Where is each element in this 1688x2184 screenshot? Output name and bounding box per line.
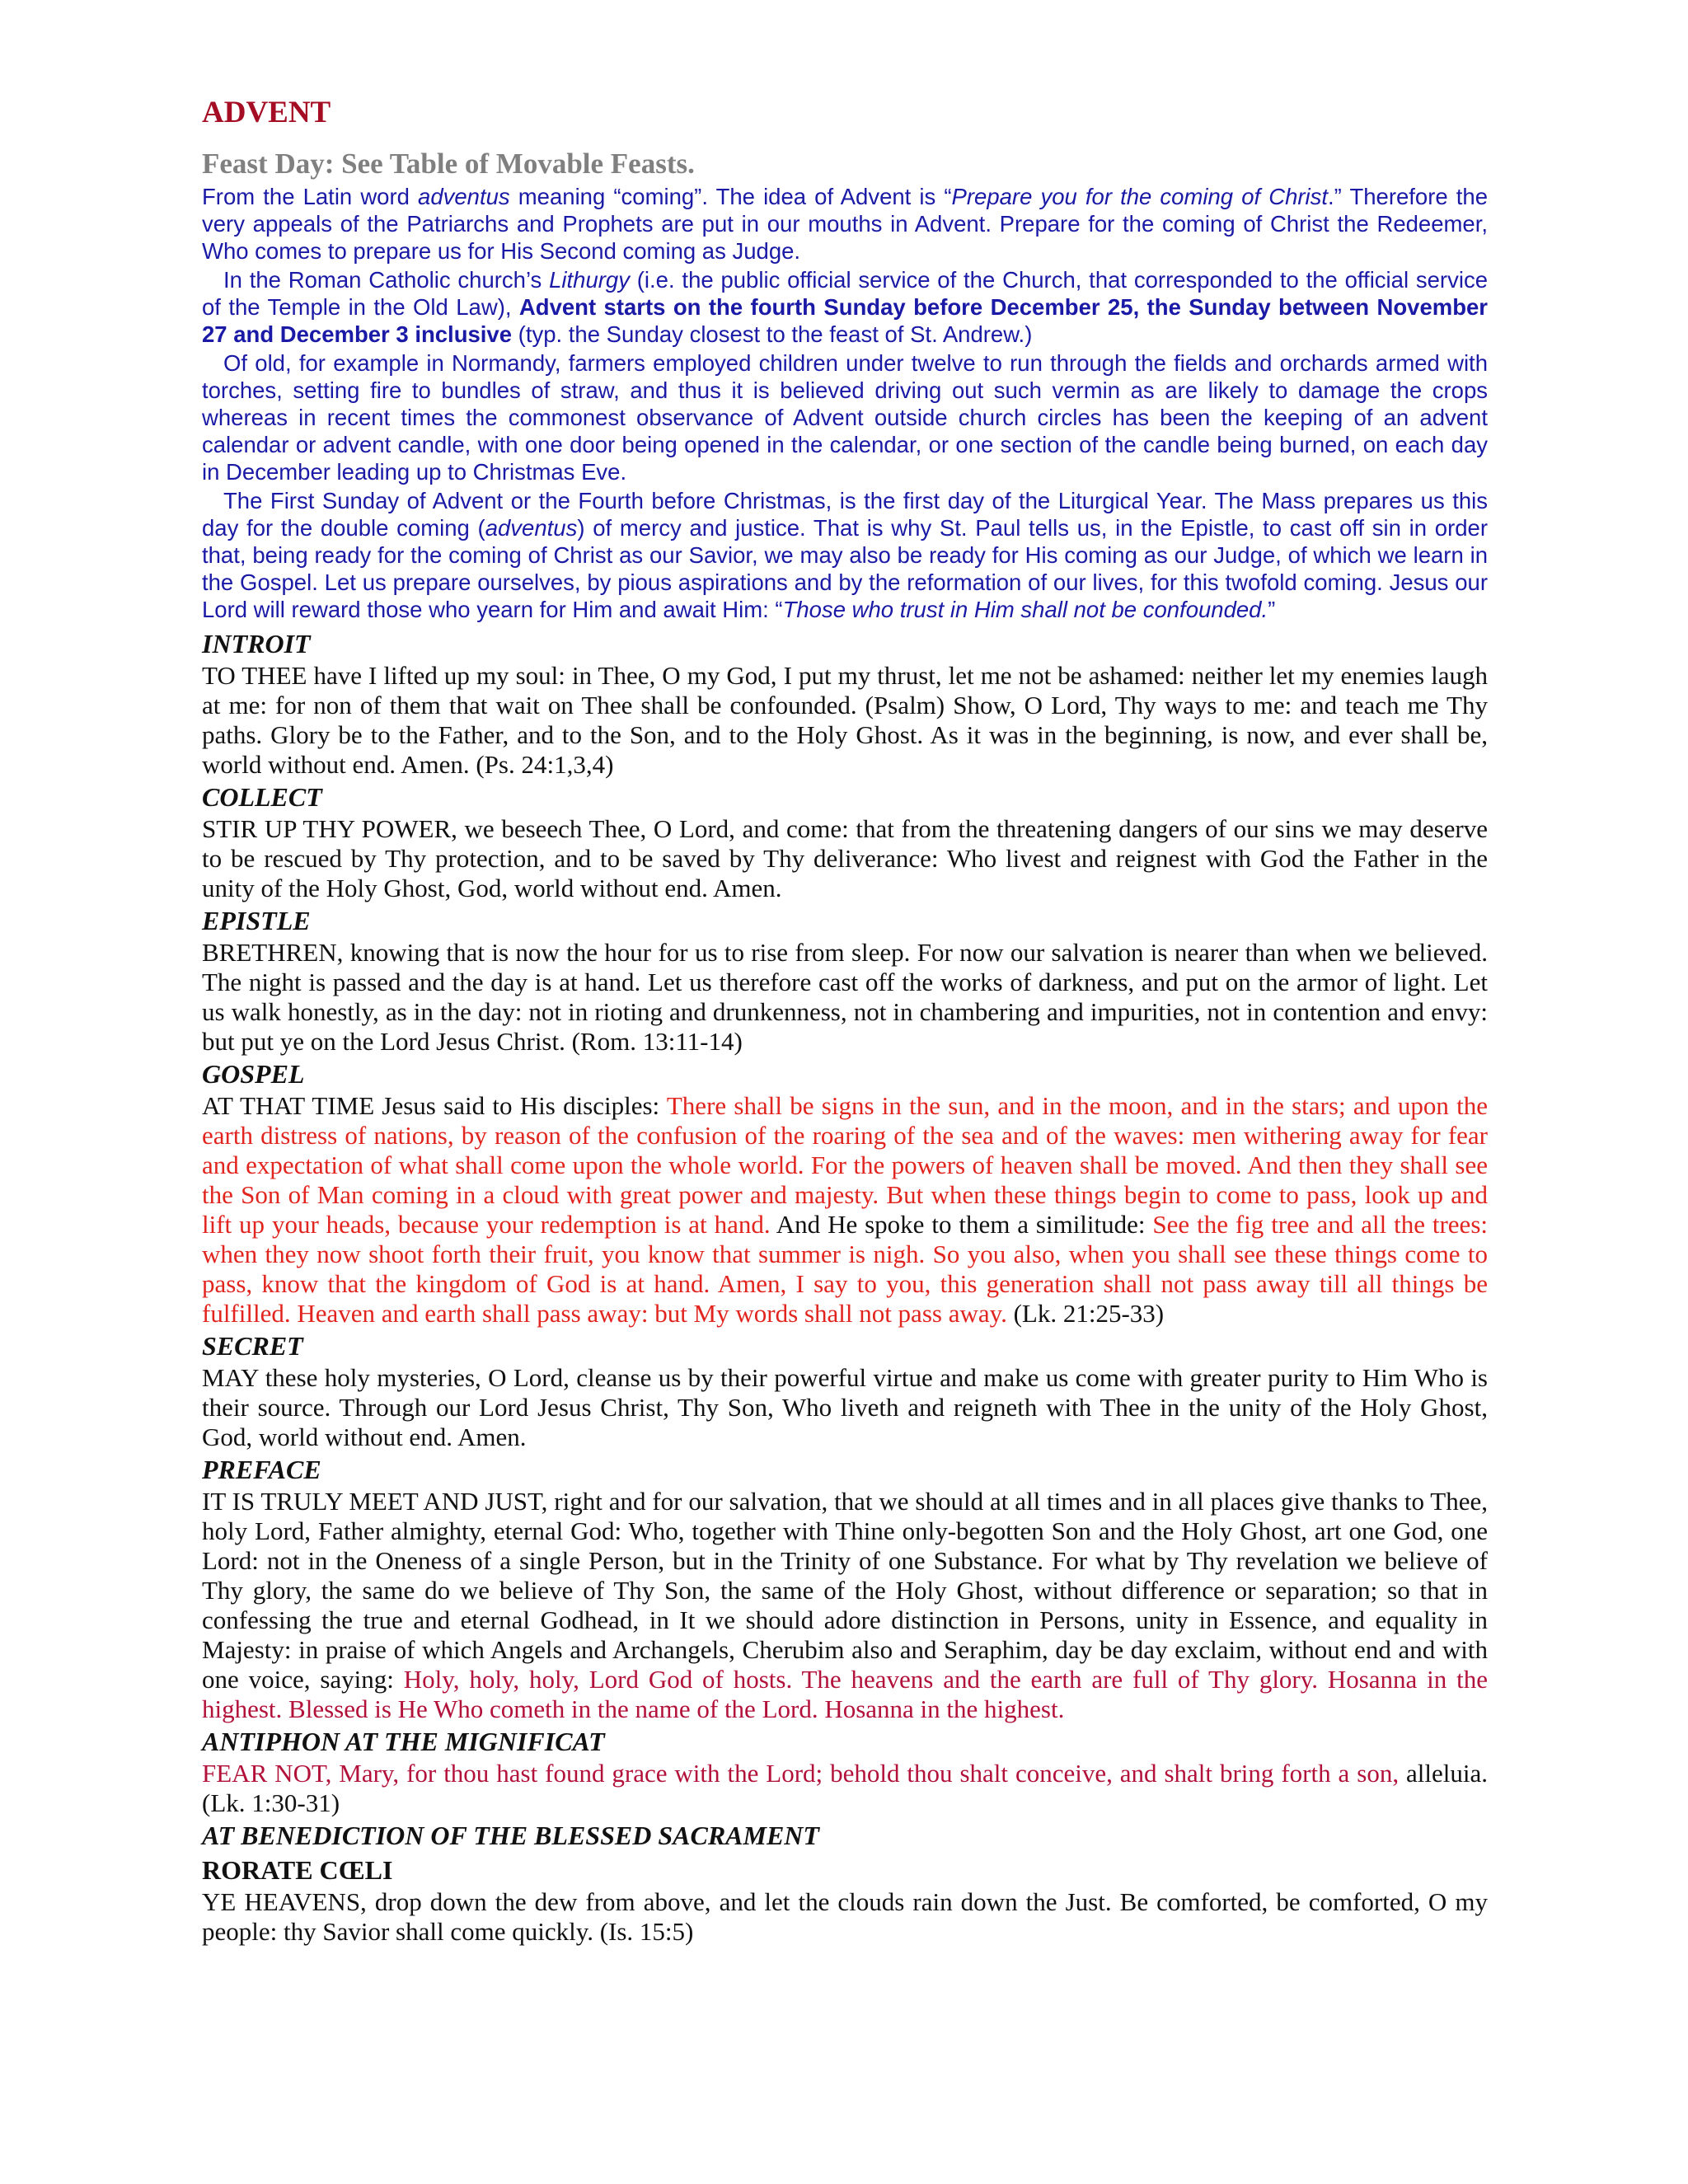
gospel-words-of-christ: There shall be signs in the sun, and in the moon, and in the stars; and upon the earth distress of nations, by reason of the confusion of the roaring of the sea and of the waves: men withering away for fear and expectation of what shall come upon the whole world. For the powers of heaven shall be moved. And then they shall see the Son of Man coming in a cloud with great power and majesty. But when these things begin to come to pass, look up and lift up your heads, because your redemption is at hand. [202, 1091, 1488, 1239]
intro-text: In the Roman Catholic church’s [223, 267, 550, 293]
intro-text: ” [1268, 597, 1276, 622]
secret-heading: SECRET [202, 1331, 303, 1361]
intro-text: From the Latin word [202, 184, 419, 209]
intro-emphasis: Those who trust in Him shall not be confounded. [782, 597, 1268, 622]
intro-paragraph-3: Of old, for example in Normandy, farmers employed children under twelve to run through the fields and orchards armed with torches, setting fire to bundles of straw, and thus it is believed driving out such vermin as are likely to damage the crops whereas in recent times the commonest observance of Advent outside church circles has been the keeping of an advent calendar or advent candle, with one door being opened in the calendar, or one section of the candle being burned, on each day in December leading up to Christmas Eve. [202, 350, 1488, 485]
preface-body: IT IS TRULY MEET AND JUST, right and for our salvation, that we should at all times and in all places give thanks to Thee, holy Lord, Father almighty, eternal God: Who, together with Thine only-begotten Son and the Holy Ghost, art one God, one Lord: not in the Oneness of a single Person, but in the Trinity of one Substance. For what by Thy revelation we believe of Thy glory, the same do we believe of Thy Son, the same of the Holy Ghost, without difference or separation; so that in confessing the true and eternal Godhead, in It we should adore distinction in Persons, unity in Essence, and equality in Majesty: in praise of which Angels and Archangels, Cherubim also and Seraphim, day be day exclaim, without end and with one voice, saying: [202, 1487, 1488, 1694]
intro-emphasis: adventus [418, 184, 510, 209]
preface-text [202, 1487, 1488, 1724]
collect-text: STIR UP THY POWER, we beseech Thee, O Lord, and come: that from the threatening dangers of our sins we may deserve to be rescued by Thy protection, and to be saved by Thy deliverance: Who livest and reignest with God the Father in the unity of the Holy Ghost, God, world without end. Amen. [202, 814, 1488, 902]
intro-bold: Advent starts on the fourth Sunday before December 25, the Sunday between November 27 and December 3 inclusive [202, 294, 1488, 347]
benediction-heading: AT BENEDICTION OF THE BLESSED SACRAMENT [202, 1821, 819, 1850]
intro-text: ) of mercy and justice. That is why St. Paul tells us, in the Epistle, to cast off sin in order that, being ready for the coming of Christ as our Savior, we may also be ready for His coming as our Judge, of which we learn in the Gospel. Let us prepare ourselves, by pious aspirations and by the reformation of our lives, for this twofold coming. Jesus our Lord will reward those who yearn for Him and await Him: “ [202, 515, 1488, 622]
introit-text: TO THEE have I lifted up my soul: in Thee, O my God, I put my thrust, let me not be ashamed: neither let my enemies laugh at me: for non of them that wait on Thee shall be confounded. (Psalm) Show, O Lord, Thy ways to me: and teach me Thy paths. Glory be to the Father, and to the Son, and to the Holy Ghost. As it was in the beginning, is now, and ever shall be, world without end. Amen. (Ps. 24:1,3,4) [202, 661, 1488, 779]
antiphon-heading: ANTIPHON AT THE MIGNIFICAT [202, 1727, 605, 1756]
rorate-coeli-heading: RORATE CŒLI [202, 1855, 393, 1885]
gospel-narration: AT THAT TIME Jesus said to His disciples: [202, 1091, 667, 1120]
feast-day-subtitle: Feast Day: See Table of Movable Feasts. [202, 148, 695, 180]
gospel-narration: And He spoke to them a similitude: [770, 1210, 1153, 1239]
intro-emphasis: Lithurgy [549, 267, 630, 293]
antiphon-text [202, 1759, 1488, 1818]
antiphon-citation: alleluia. (Lk. 1:30-31) [202, 1759, 1488, 1817]
intro-text: (typ. the Sunday closest to the feast of St. Andrew.) [512, 321, 1033, 347]
page-title: ADVENT [202, 96, 331, 129]
intro-text: meaning “coming”. The idea of Advent is “ [509, 184, 952, 209]
intro-text: The First Sunday of Advent or the Fourth before Christmas, is the first day of the Liturgical Year. The Mass prepares us this day for the double coming ( [202, 488, 1488, 541]
secret-text: MAY these holy mysteries, O Lord, cleanse us by their powerful virtue and make us come with greater purity to Him Who is their source. Through our Lord Jesus Christ, Thy Son, Who liveth and reigneth with Thee in the unity of the Holy Ghost, God, world without end. Amen. [202, 1363, 1488, 1451]
gospel-heading: GOSPEL [202, 1059, 305, 1089]
intro-emphasis: Prepare you for the coming of Christ [951, 184, 1329, 209]
antiphon-verse: FEAR NOT, Mary, for thou hast found grace with the Lord; behold thou shalt conceive, and shalt bring forth a son, [202, 1759, 1400, 1788]
intro-text: .” Therefore the very appeals of the Patriarchs and Prophets are put in our mouths in Advent. Prepare for the coming of Christ the Redeemer, Who comes to prepare us for His Second coming as Judge. [202, 184, 1489, 264]
intro-paragraph-1 [202, 183, 1488, 265]
gospel-words-of-christ: See the fig tree and all the trees: when they now shoot forth their fruit, you know that summer is nigh. So you also, when you shall see these things come to pass, know that the kingdom of God is at hand. Amen, I say to you, this generation shall not pass away till all things be fulfilled. Heaven and earth shall pass away: but My words shall not pass away. [202, 1210, 1488, 1328]
preface-heading: PREFACE [202, 1455, 321, 1484]
document-page [202, 92, 1488, 1947]
introit-heading: INTROIT [202, 629, 311, 658]
intro-paragraph-2 [202, 266, 1488, 348]
preface-sanctus: Holy, holy, holy, Lord God of hosts. The heavens and the earth are full of Thy glory. Hosanna in the highest. Blessed is He Who cometh in the name of the Lord. Hosanna in the highest. [202, 1665, 1488, 1723]
intro-paragraph-4 [202, 487, 1488, 623]
intro-emphasis: adventus [485, 515, 578, 541]
epistle-text: BRETHREN, knowing that is now the hour for us to rise from sleep. For now our salvation is nearer than when we believed. The night is passed and the day is at hand. Let us therefore cast off the works of darkness, and put on the armor of light. Let us walk honestly, as in the day: not in rioting and drunkenness, not in chambering and impurities, not in contention and envy: but put ye on the Lord Jesus Christ. (Rom. 13:11-14) [202, 938, 1488, 1056]
rorate-coeli-text: YE HEAVENS, drop down the dew from above, and let the clouds rain down the Just. Be comforted, be comforted, O my people: thy Savior shall come quickly. (Is. 15:5) [202, 1887, 1488, 1946]
intro-text: (i.e. the public official service of the Church, that corresponded to the official service of the Temple in the Old Law), [202, 267, 1488, 320]
epistle-heading: EPISTLE [202, 906, 311, 935]
collect-heading: COLLECT [202, 782, 322, 812]
gospel-text [202, 1091, 1488, 1329]
gospel-citation: (Lk. 21:25-33) [1006, 1299, 1165, 1328]
